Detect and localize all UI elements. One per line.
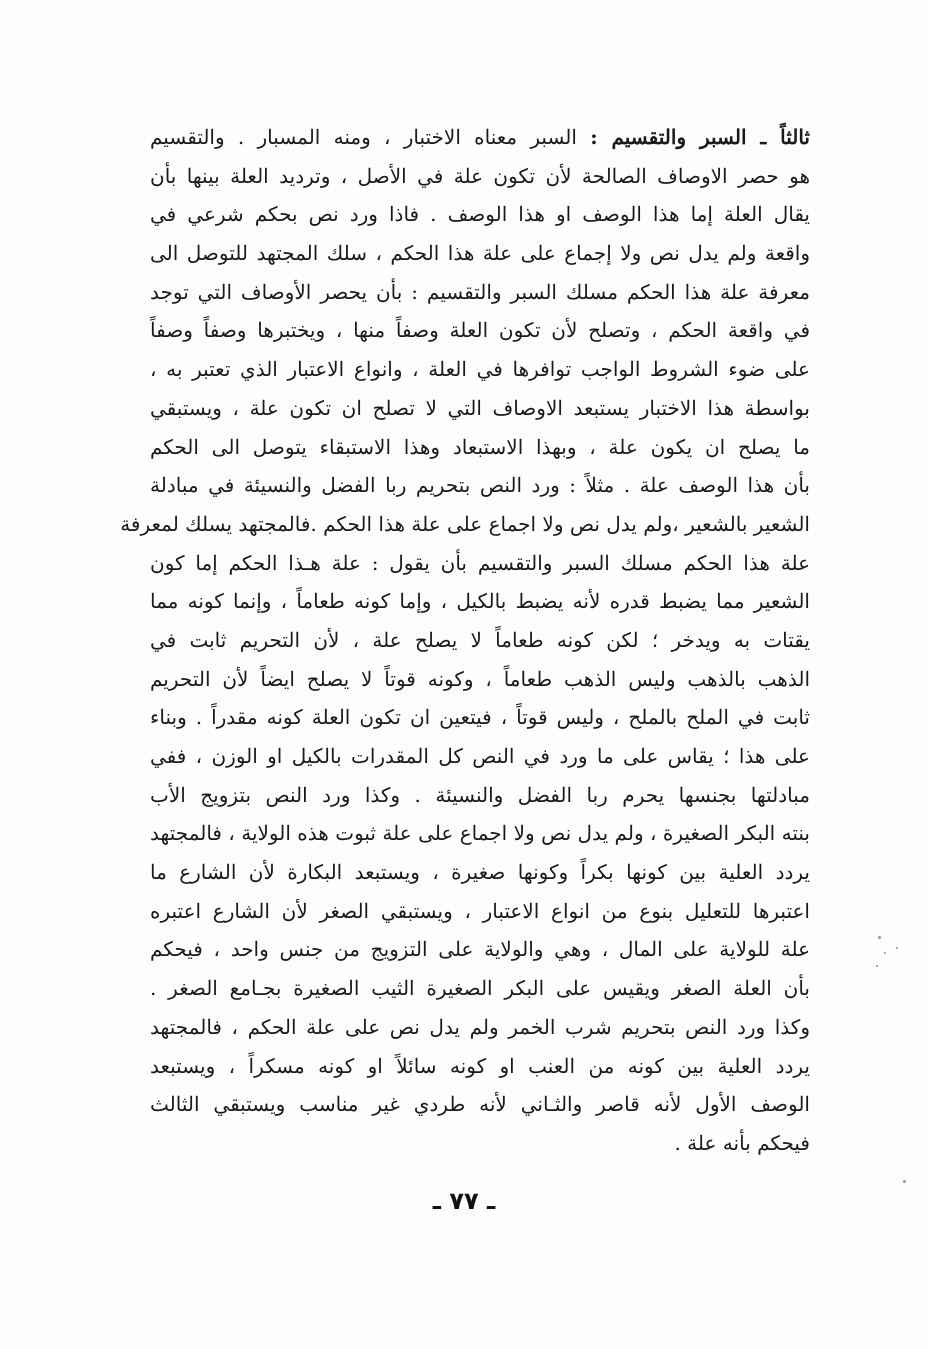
scan-speck — [878, 936, 881, 939]
text-line-18: مبادلتها بجنسها يحرم ربا الفضل والنسيئة . وكذا ورد النص بتزويج الأب — [150, 782, 810, 807]
scan-speck — [896, 947, 898, 949]
section-heading: ثالثاً ـ السبر والتقسيم : — [590, 125, 810, 149]
scan-speck — [884, 952, 886, 954]
text-line-15: الذهب بالذهب وليس الذهب طعاماً ، وكونه قوتاً لا يصلح ايضاً لأن التحريم — [150, 666, 810, 691]
text-line-23: بأن العلة الصغر ويقيس على البكر الصغيرة الثيب الصغيرة بجـامع الصغر . — [150, 976, 810, 1001]
page-number: ـ ٧٧ ـ — [432, 1187, 496, 1215]
text-line-10: بأن هذا الوصف علة . مثلاً : ورد النص بتحريم ربا الفضل والنسيئة في مبادلة — [150, 473, 810, 498]
text-line-7: على ضوء الشروط الواجب توافرها في العلة ، وانواع الاعتبار الذي تعتبر به ، — [150, 357, 810, 382]
text-line-16: ثابت في الملح بالملح ، وليس قوتاً ، فيتعين ان تكون العلة كونه مقدراً . وبناء — [150, 705, 810, 730]
text-line-3: يقال العلة إما هذا الوصف او هذا الوصف . فاذا ورد نص بحكم شرعي في — [150, 202, 810, 227]
text-line-20: يردد العلية بين كونها بكراً وكونها صغيرة ، ويستبعد البكارة لأن الشارع ما — [150, 860, 810, 885]
text-line-22: علة للولاية على المال ، وهي والولاية على التزويج من جنس واحد ، فيحكم — [150, 937, 810, 962]
text-line-12: علة هذا الحكم مسلك السبر والتقسيم بأن يقول : علة هـذا الحكم إما كون — [150, 550, 810, 575]
text-line-4: واقعة ولم يدل نص ولا إجماع على علة هذا الحكم ، سلك المجتهد للتوصل الى — [150, 241, 810, 266]
text-line-9: ما يصلح ان يكون علة ، وبهذا الاستبعاد وهذا الاستبقاء يتوصل الى الحكم — [150, 434, 810, 459]
text-line-19: بنته البكر الصغيرة ، ولم يدل نص ولا اجماع على علة ثبوت هذه الولاية ، فالمجتهد — [150, 821, 810, 846]
text-line-6: في واقعة الحكم ، وتصلح لأن تكون العلة وصفاً منها ، ويختبرها وصفاً وصفاً — [150, 318, 811, 343]
text-line-26: الوصف الأول لأنه قاصر والثـاني لأنه طردي غير مناسب ويستبقي الثالث — [150, 1092, 810, 1117]
scan-speck — [876, 965, 878, 967]
body-text — [120, 118, 811, 1163]
text-line-24: وكذا ورد النص بتحريم شرب الخمر ولم يدل نص على علة الحكم ، فالمجتهد — [150, 1014, 810, 1039]
text-line-1 — [150, 118, 810, 157]
text-line-8: بواسطة هذا الاختبار يستبعد الاوصاف التي لا تصلح ان تكون علة ، ويستبقي — [150, 395, 810, 420]
text-line-5: معرفة علة هذا الحكم مسلك السبر والتقسيم : بأن يحصر الأوصاف التي توجد — [150, 279, 810, 304]
text-line-13: الشعير مما يضبط قدره لأنه يضبط بالكيل ، وإما كونه طعاماً ، وإنما كونه مما — [150, 589, 810, 614]
text-line-14: يقتات به ويدخر ؛ لكن كونه طعاماً لا يصلح علة ، لأن التحريم ثابت في — [150, 627, 810, 652]
text-line-2: هو حصر الاوصاف الصالحة لأن تكون علة في الأصل ، وترديد العلة بينها بأن — [150, 163, 810, 188]
text-line-27: فيحكم بأنه علة . — [674, 1130, 810, 1155]
scan-speck — [903, 1180, 906, 1183]
text-line-25: يردد العلية بين كونه من العنب او كونه سائلاً او كونه مسكراً ، ويستبعد — [150, 1053, 810, 1078]
text-line-17: على هذا ؛ يقاس على ما ورد في النص كل المقدرات بالكيل او الوزن ، ففي — [150, 744, 810, 768]
text-line-21: اعتبرها للتعليل بنوع من انواع الاعتبار ، ويستبقي الصغر لأن الشارع اعتبره — [150, 898, 810, 923]
text-line-11: الشعير بالشعير ،ولم يدل نص ولا اجماع على علة هذا الحكم .فالمجتهد يسلك لمعرفة — [120, 511, 810, 536]
text-line-1-rest: السبر معناه الاختبار ، ومنه المسبار . والتقسيم — [150, 125, 577, 149]
